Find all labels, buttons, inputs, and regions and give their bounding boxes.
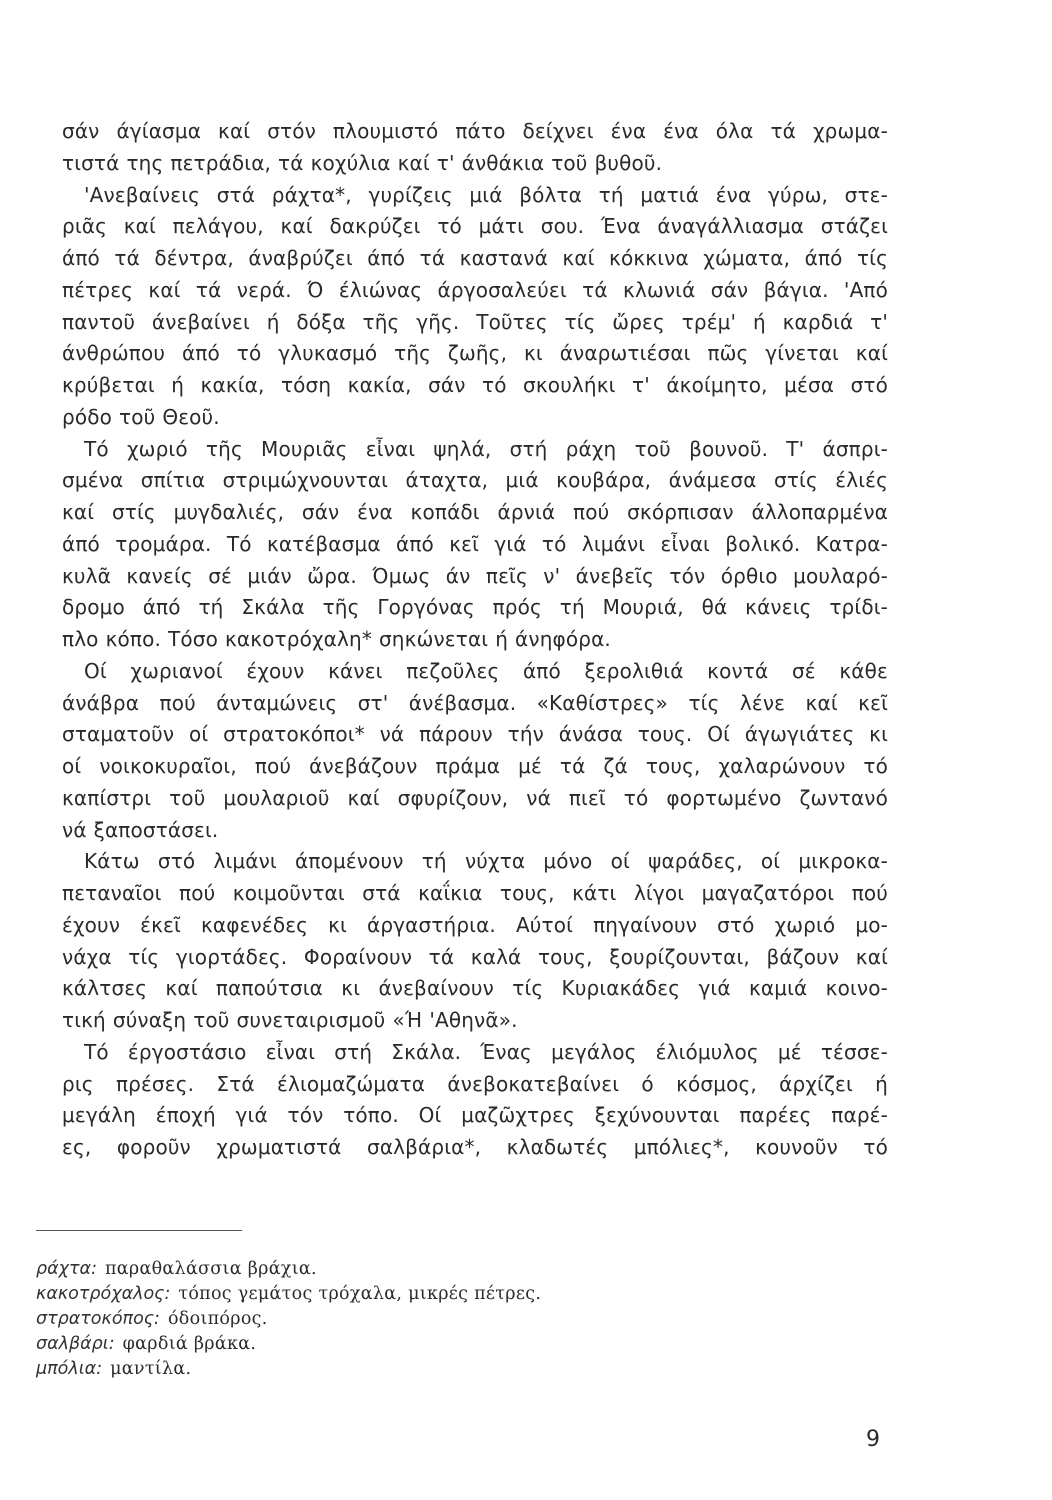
text-line: 'Ανεβαίνεις στά ράχτα*, γυρίζεις μιά βόλτα τή ματιά ένα γύρω, στε- [84,182,888,207]
text-line: κάλτσες καί παπούτσια κι άνεβαίνουν τίς Κυριακάδες γιά καμιά κοινο- [62,976,888,1001]
text-line: δρομο άπό τή Σκάλα τῆς Γοργόνας πρός τή Μουριά, θά κάνεις τρίδι- [62,595,888,620]
page-number: 9 [866,1427,880,1452]
text-line: κρύβεται ή κακία, τόση κακία, σάν τό σκουλήκι τ' άκοίμητο, μέσα στό [62,373,888,397]
text-line: πλο κόπο. Τόσο κακοτρόχαλη* σηκώνεται ή άνηφόρα. [62,627,611,651]
text-line: σμένα σπίτια στριμώχνουνται άταχτα, μιά κουβάρα, άνάμεσα στίς έλιές [62,468,888,493]
footnote-definition: όδοιπόρος. [167,1309,268,1329]
text-line: ριᾶς καί πελάγου, καί δακρύζει τό μάτι σου. Ένα άναγάλλιασμα στάζει [62,214,888,239]
body-text [62,116,888,1164]
text-line: σταματοῦν οί στρατοκόποι* νά πάρουν τήν άνάσα τους. Οί άγωγιάτες κι [62,722,888,747]
footnote-definition: τόπος γεμάτος τρόχαλα, μικρές πέτρες. [178,1284,542,1304]
text-line: πέτρες καί τά νερά. Ό έλιώνας άργοσαλεύει τά κλωνιά σάν βάγια. 'Από [62,277,888,302]
text-line: Τό έργοστάσιο εἶναι στή Σκάλα. Ένας μεγάλος έλιόμυλος μέ τέσσε- [84,1039,888,1064]
text-line: κυλᾶ κανείς σέ μιάν ὤρα. Όμως άν πεῖς ν' άνεβεῖς τόν όρθιο μουλαρό- [62,563,888,588]
footnote [36,1307,736,1332]
text-line: παντοῦ άνεβαίνει ή δόξα τῆς γῆς. Τοῦτες τίς ὤρες τρέμ' ή καρδιά τ' [62,309,888,334]
text-line: άπό τρομάρα. Τό κατέβασμα άπό κεῖ γιά τό λιμάνι εἶναι βολικό. Κατρα- [62,531,888,556]
footnote-term: σαλβάρι: [36,1334,115,1354]
footnote-term: στρατοκόπος: [36,1309,160,1329]
footnote-term: κακοτρόχαλος: [36,1284,171,1304]
text-line: τική σύναξη τοῦ συνεταιρισμοῦ «Ή 'Αθηνᾶ». [62,1008,518,1032]
footnote-definition: φαρδιά βράκα. [122,1334,257,1354]
text-line: μεγάλη έποχή γιά τόν τόπο. Οί μαζῶχτρες ξεχύνουνται παρέες παρέ- [62,1103,888,1128]
footnote-separator [36,1230,242,1231]
text-line: νάχα τίς γιορτάδες. Φοραίνουν τά καλά τους, ξουρίζουνται, βάζουν καί [62,944,888,969]
footnote-definition: παραθαλάσσια βράχια. [104,1259,317,1279]
footnote [36,1357,736,1382]
text-line: ες, φοροῦν χρωματιστά σαλβάρια*, κλαδωτές μπόλιες*, κουνοῦν τό [62,1135,888,1159]
text-line: άνθρώπου άπό τό γλυκασμό τῆς ζωῆς, κι άναρωτιέσαι πῶς γίνεται καί [62,341,888,366]
footnote [36,1257,736,1282]
text-line: ρόδο τοῦ Θεοῦ. [62,404,220,429]
text-line: ρις πρέσες. Στά έλιομαζώματα άνεβοκατεβαίνει ό κόσμος, άρχίζει ή [62,1071,888,1096]
text-line: άνάβρα πού άνταμώνεις στ' άνέβασμα. «Καθίστρες» τίς λένε καί κεῖ [62,690,888,715]
text-line: τιστά της πετράδια, τά κοχύλια καί τ' άνθάκια τοῦ βυθοῦ. [62,150,663,175]
footnote [36,1332,736,1357]
text-line: οί νοικοκυραῖοι, πού άνεβάζουν πράμα μέ τά ζά τους, χαλαρώνουν τό [62,754,888,778]
text-line: νά ξαποστάσει. [62,817,219,842]
footnote-term: ράχτα: [36,1259,97,1279]
text-line: έχουν έκεῖ καφενέδες κι άργαστήρια. Αύτοί πηγαίνουν στό χωριό μο- [62,912,888,937]
footnote [36,1282,736,1307]
text-line: άπό τά δέντρα, άναβρύζει άπό τά καστανά καί κόκκινα χώματα, άπό τίς [62,246,888,270]
text-line: καί στίς μυγδαλιές, σάν ένα κοπάδι άρνιά πού σκόρπισαν άλλοπαρμένα [62,500,888,524]
text-line: σάν άγίασμα καί στόν πλουμιστό πάτο δείχνει ένα ένα όλα τά χρωμα- [62,119,888,143]
text-line: πεταναῖοι πού κοιμοῦνται στά καΐκια τους, κάτι λίγοι μαγαζατόροι πού [62,881,888,905]
text-line: καπίστρι τοῦ μουλαριοῦ καί σφυρίζουν, νά πιεῖ τό φορτωμένο ζωντανό [62,785,888,810]
footnote-term: μπόλια: [36,1359,103,1379]
text-line: Οί χωριανοί έχουν κάνει πεζοῦλες άπό ξερολιθιά κοντά σέ κάθε [84,658,888,683]
text-line: Κάτω στό λιμάνι άπομένουν τή νύχτα μόνο οί ψαράδες, οί μικροκα- [84,849,888,874]
text-line: Τό χωριό τῆς Μουριᾶς εἶναι ψηλά, στή ράχη τοῦ βουνοῦ. Τ' άσπρι- [84,436,888,461]
footnotes [36,1257,736,1382]
footnote-definition: μαντίλα. [110,1359,192,1379]
